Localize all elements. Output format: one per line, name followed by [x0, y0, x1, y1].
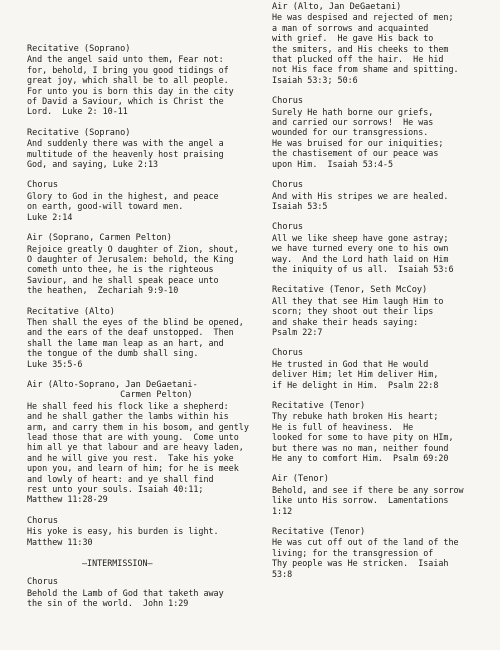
program-section — [27, 307, 267, 369]
program-section — [272, 180, 494, 211]
section-heading: Recitative (Tenor) — [272, 401, 366, 411]
section-text: And with His stripes we are healed. Isaiah 53:5 — [272, 190, 449, 211]
program-section — [272, 2, 494, 85]
section-text: And suddenly there was with the angel a multitude of the heavenly host praising God, and saying, Luke 2:13 — [27, 138, 224, 170]
program-section — [27, 233, 267, 295]
section-text: Surely He hath borne our griefs, and carried our sorrows! He was wounded for our transgressions. He was bruised for our iniquities; the chastisement of our peace was upon Him. Isaiah 53:4-5 — [272, 106, 444, 169]
section-text: All they that see Him laugh Him to scorn; they shoot out their lips and shake their heads saying: Psalm 22:7 — [272, 295, 444, 337]
section-heading: Air (Tenor) — [272, 474, 329, 485]
program-section — [272, 348, 494, 390]
section-text: Behold the Lamb of God that taketh away the sin of the world. John 1:29 — [27, 587, 224, 609]
program-section — [27, 577, 267, 608]
program-section — [27, 128, 267, 170]
section-heading: Chorus — [272, 180, 304, 191]
section-text: His yoke is easy, his burden is light. Matthew 11:30 — [27, 526, 219, 547]
section-text: He was cut off out of the land of the living; for the transgression of Thy people was He stricken. Isaiah 53:8 — [272, 537, 459, 579]
section-text: He was despised and rejected of men; a man of sorrows and acquainted with grief. He gave His back to the smiters, and His cheeks to them that plucked off the hair. He hid not His face from shame and spitting. Isaiah 53:3; 50:6 — [272, 12, 459, 85]
section-heading: Recitative (Tenor) — [272, 527, 366, 538]
program-section — [272, 222, 494, 274]
section-heading: Chorus — [27, 515, 59, 526]
section-heading: Air (Soprano, Carmen Pelton) — [27, 233, 172, 244]
section-heading: Recitative (Tenor, Seth McCoy) — [272, 285, 428, 296]
section-heading: Chorus — [272, 96, 304, 107]
program-section — [272, 527, 494, 579]
right-column — [272, 2, 494, 590]
section-text: All we like sheep have gone astray; we have turned every one to his own way. And the Lord hath laid on Him the iniquity of us all. Isaiah 53:6 — [272, 232, 454, 274]
section-text: Behold, and see if there be any sorrow like unto His sorrow. Lamentations 1:12 — [272, 484, 464, 516]
program-section — [27, 516, 267, 547]
section-text: He shall feed his flock like a shepherd: and he shall gather the lambs within his arm, and carry them in his bosom, and gently lead those that are with young. Come unto him all ye that labour and are heavy laden, and he will give you rest. Take his yoke upon you, and learn of him; for he is meek and lowly of heart: and ye shall find rest unto your souls. Isaiah 40:11; Matthew 11:28-29 — [27, 400, 249, 505]
program-section — [27, 380, 267, 505]
program-section — [27, 44, 267, 117]
section-heading: Chorus — [272, 348, 304, 359]
section-heading: Chorus — [272, 222, 304, 233]
left-column — [27, 44, 267, 620]
section-text: Rejoice greatly O daughter of Zion, shout, O daughter of Jerusalem: behold, the King cometh unto thee, he is the righteous Saviour, and he shall speak peace unto the heathen, Zechariah 9:9-10 — [27, 243, 239, 296]
program-section — [272, 285, 494, 337]
section-heading: Recitative (Soprano) — [27, 44, 131, 54]
section-heading: Recitative (Soprano) — [27, 127, 131, 138]
section-text: He trusted in God that He would deliver Him; let Him deliver Him, if He delight in Him. Psalm 22:8 — [272, 358, 439, 390]
section-text: Then shall the eyes of the blind be opened, and the ears of the deaf unstopped. Then shall the lame man leap as an hart, and the tongue of the dumb shall sing. Luke 35:5-6 — [27, 316, 244, 369]
section-heading: Recitative (Alto) — [27, 306, 115, 317]
section-text: Thy rebuke hath broken His heart; He is full of heaviness. He looked for some to have pity on HIm, but there was no man, neither found He any to comfort Him. Psalm 69:20 — [272, 411, 454, 464]
section-heading: Chorus — [27, 577, 59, 588]
program-section — [272, 474, 494, 516]
section-text: And the angel said unto them, Fear not: for, behold, I bring you good tidings of great joy, which shall be to all people. For unto you is born this day in the city of David a Saviour, which is Christ the Lord. Luke 2: 10-11 — [27, 54, 234, 117]
section-heading: Chorus — [27, 180, 59, 191]
program-section — [272, 401, 494, 463]
program-section — [272, 96, 494, 169]
section-text: Glory to God in the highest, and peace on earth, good-will toward men. Luke 2:14 — [27, 190, 219, 222]
section-heading: Air (Alto-Soprano, Jan DeGaetani- Carmen Pelton) — [27, 379, 198, 401]
section-heading: Air (Alto, Jan DeGaetani) — [272, 2, 402, 12]
intermission-label: —INTERMISSION— — [82, 558, 153, 569]
program-section — [27, 180, 267, 222]
